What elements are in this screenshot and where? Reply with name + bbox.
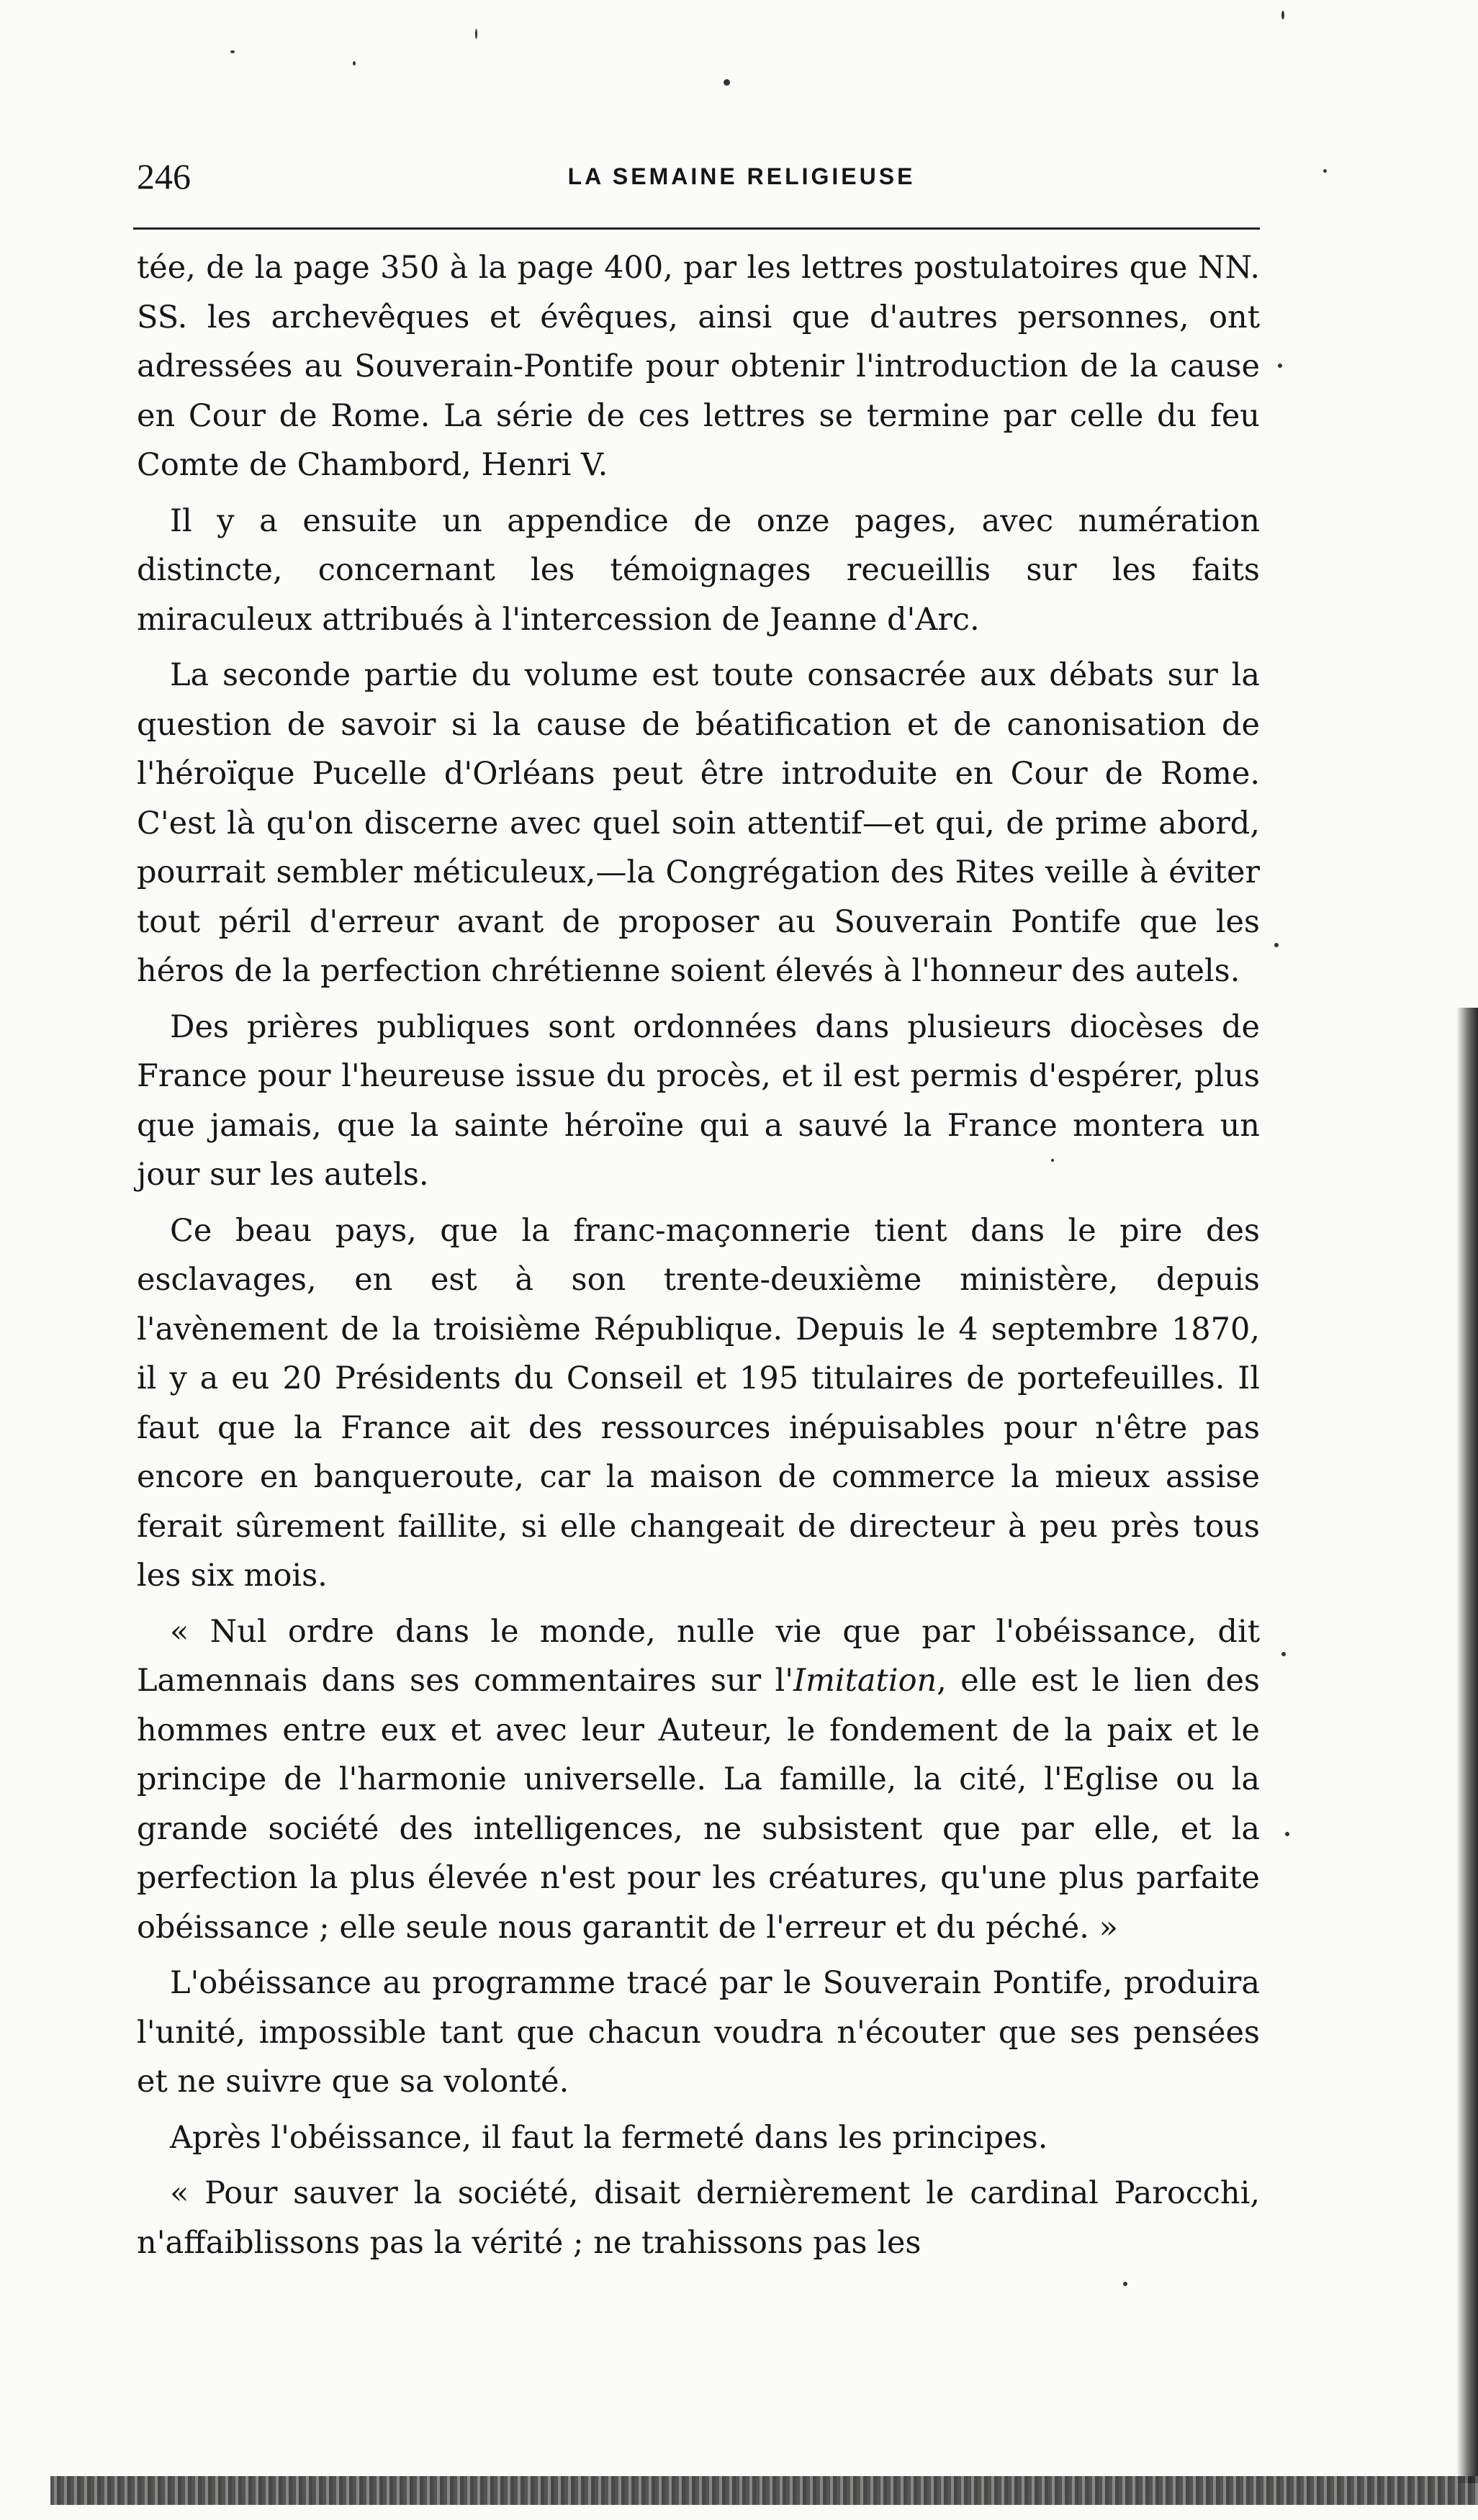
paragraph-3: La seconde partie du volume est toute consacrée aux débats sur la question de savoir si la cause de béatification et de canonisation de l'héroïque Pucelle d'Orléans peut être introduite en Cour de Rome. C'est là qu'on discerne avec quel soin attentif—et qui, de prime abord, pourrait sembler méticuleux,—la Congrégation des Rites veille à éviter tout péril d'erreur avant de proposer au Souverain Pontife que les héros de la perfection chrétienne soient élevés à l'honneur des autels. — [137, 657, 1260, 989]
paragraph-8: Après l'obéissance, il faut la fermeté dans les principes. — [170, 2119, 1048, 2156]
paragraph-5: Ce beau pays, que la franc-maçonnerie tient dans le pire des esclavages, en est à son trente-deuxième ministère, depuis l'avènement de la troisième République. Depuis le 4 septembre 1870, il y a eu 20 Présidents du Conseil et 195 titulaires de portefeuilles. Il faut que la France ait des ressources inépuisables pour n'être pas encore en banqueroute, car la maison de commerce la mieux assise ferait sûrement faillite, si elle changeait de directeur à peu près tous les six mois. — [137, 1212, 1260, 1594]
scan-bottom-strip — [50, 2476, 1478, 2505]
paragraph-9: « Pour sauver la société, disait dernièrement le cardinal Parocchi, n'affaiblissons pas la vérité ; ne trahissons pas les — [137, 2175, 1260, 2261]
paragraph-4: Des prières publiques sont ordonnées dans plusieurs diocèses de France pour l'heureuse issue du procès, et il est permis d'espérer, plus que jamais, que la sainte héroïne qui a sauvé la France montera un jour sur les autels. — [137, 1008, 1260, 1193]
quote-text-before-italic: « Nul ordre dans le monde, nulle vie que par l'obéissance, dit Lamennais dans ses commentaires sur l' — [137, 1613, 1260, 1699]
paragraph-2: Il y a ensuite un appendice de onze pages, avec numération distincte, concernant les témoignages recueillis sur les faits miraculeux attribués à l'intercession de Jeanne d'Arc. — [137, 502, 1260, 638]
quote-text-after-italic: , elle est le lien des hommes entre eux et avec leur Auteur, le fondement de la paix et le principe de l'harmonie universelle. La famille, la cité, l'Eglise ou la grande société des intelligences, ne subsistent que par elle, et la perfection la plus élevée n'est pour les créatures, qu'une plus parfaite obéissance ; elle seule nous garantit de l'erreur et du péché. » — [137, 1663, 1260, 1946]
body-text — [137, 243, 1260, 2274]
italic-title-imitation: Imitation — [793, 1663, 937, 1699]
page-number: 246 — [137, 156, 191, 197]
page-edge-shadow — [1456, 1008, 1478, 2483]
running-head: LA SEMAINE RELIGIEUSE — [567, 163, 916, 189]
paragraph-6-quote — [137, 1607, 1260, 1953]
paragraph-1: tée, de la page 350 à la page 400, par les lettres postulatoires que NN. SS. les archevêques et évêques, ainsi que d'autres personnes, ont adressées au Souverain-Pontife pour obtenir l'introduction de la cause en Cour de Rome. La série de ces lettres se termine par celle du feu Comte de Chambord, Henri V. — [137, 250, 1260, 483]
header-rule — [133, 227, 1260, 230]
paragraph-7: L'obéissance au programme tracé par le Souverain Pontife, produira l'unité, impossible tant que chacun voudra n'écouter que ses pensées et ne suivre que sa volonté. — [137, 1965, 1260, 2100]
page-header — [137, 155, 1260, 205]
